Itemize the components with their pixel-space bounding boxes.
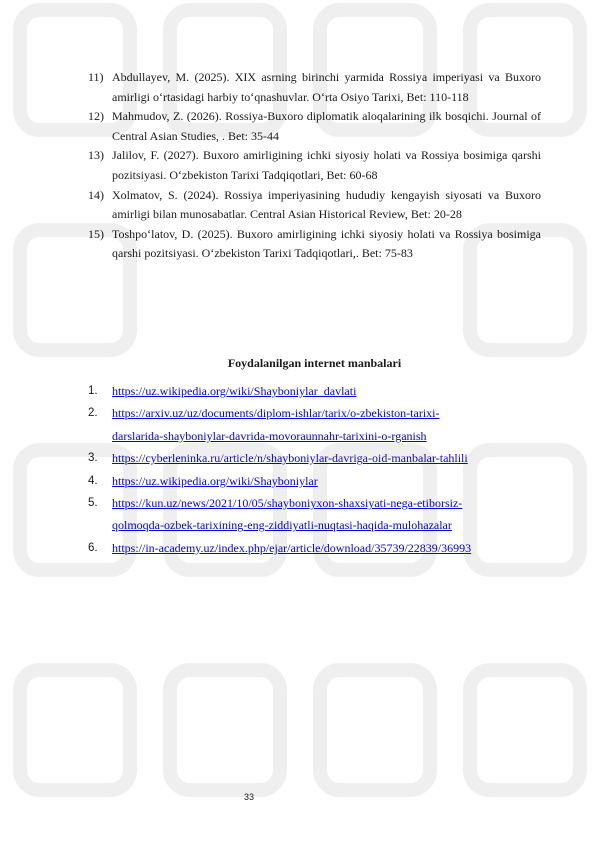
source-link[interactable]: https://cyberleninka.ru/article/n/shayboniylar-davriga-oid-manbalar-tahlili — [112, 451, 468, 466]
reference-text: Abdullayev, M. (2025). XIX asrning birinchi yarmida Rossiya imperiyasi va Buxoro amirligi o‘rtasidagi harbiy to‘qnashuvlar. O‘rta Osiyo Tarixi, Bet: 110-118 — [112, 70, 541, 104]
reference-number: 13) — [88, 148, 104, 163]
source-link[interactable]: https://uz.wikipedia.org/wiki/Shayboniylar — [112, 473, 318, 488]
source-link[interactable]: https://in-academy.uz/index.php/ejar/article/download/35739/22839/36993 — [112, 540, 472, 555]
source-link[interactable]: https://kun.uz/news/2021/10/05/shayboniyxon-shaxsiyati-nega-etiborsiz- qolmoqda-ozbek-tarixining-eng-ziddiyatli-nuqtasi-haqida-mulohazalar — [112, 496, 463, 533]
reference-number: 15) — [88, 226, 104, 241]
link-item — [88, 402, 548, 447]
reference-number: 11) — [88, 70, 104, 84]
link-item — [88, 380, 548, 402]
reference-list — [88, 68, 541, 264]
link-number: 3. — [88, 452, 98, 465]
source-link[interactable]: https://arxiv.uz/uz/documents/diplom-ishlar/tarix/o-zbekiston-tarixi- darslarida-shayboniylar-davrida-movoraunnahr-tarixini-o-rganish — [112, 406, 440, 443]
link-number: 1. — [88, 385, 98, 397]
link-item — [88, 470, 548, 492]
reference-item — [88, 146, 541, 185]
link-number: 6. — [88, 541, 98, 554]
reference-text: Toshpo‘latov, D. (2025). Buxoro amirligining ichki siyosiy holati va Rossiya bosimiga qarshi pozitsiyasi. O‘zbekiston Tarixi Tadqiqotlari,. Bet: 75-83 — [112, 226, 541, 261]
reference-text: Xolmatov, S. (2024). Rossiya imperiyasining hududiy kengayish siyosati va Buxoro amirligi bilan munosabatlar. Central Asian Historical Review, Bet: 20-28 — [112, 187, 541, 222]
reference-item — [88, 225, 541, 264]
link-number: 5. — [88, 497, 98, 510]
link-item — [88, 447, 548, 469]
source-link[interactable]: https://uz.wikipedia.org/wiki/Shayboniylar_davlati — [112, 384, 357, 398]
reference-text: Jalilov, F. (2027). Buxoro amirligining ichki siyosiy holati va Rossiya bosimiga qarshi pozitsiyasi. O‘zbekiston Tarixi Tadqiqotlari, Bet: 60-68 — [112, 148, 541, 182]
reference-number: 14) — [88, 187, 104, 202]
reference-number: 12) — [88, 109, 104, 124]
reference-text: Mahmudov, Z. (2026). Rossiya-Buxoro diplomatik aloqalarining ilk bosqichi. Journal of Central Asian Studies, . Bet: 35-44 — [112, 109, 541, 143]
reference-item — [88, 107, 541, 146]
page-number: 33 — [244, 792, 255, 802]
reference-item — [88, 186, 541, 225]
internet-sources-heading: Foydalanilgan internet manbalari — [227, 356, 402, 370]
link-number: 4. — [88, 474, 98, 487]
link-item — [88, 537, 548, 559]
reference-item — [88, 68, 541, 107]
link-number: 2. — [88, 407, 98, 420]
link-item — [88, 492, 548, 537]
internet-links-list — [88, 380, 548, 559]
